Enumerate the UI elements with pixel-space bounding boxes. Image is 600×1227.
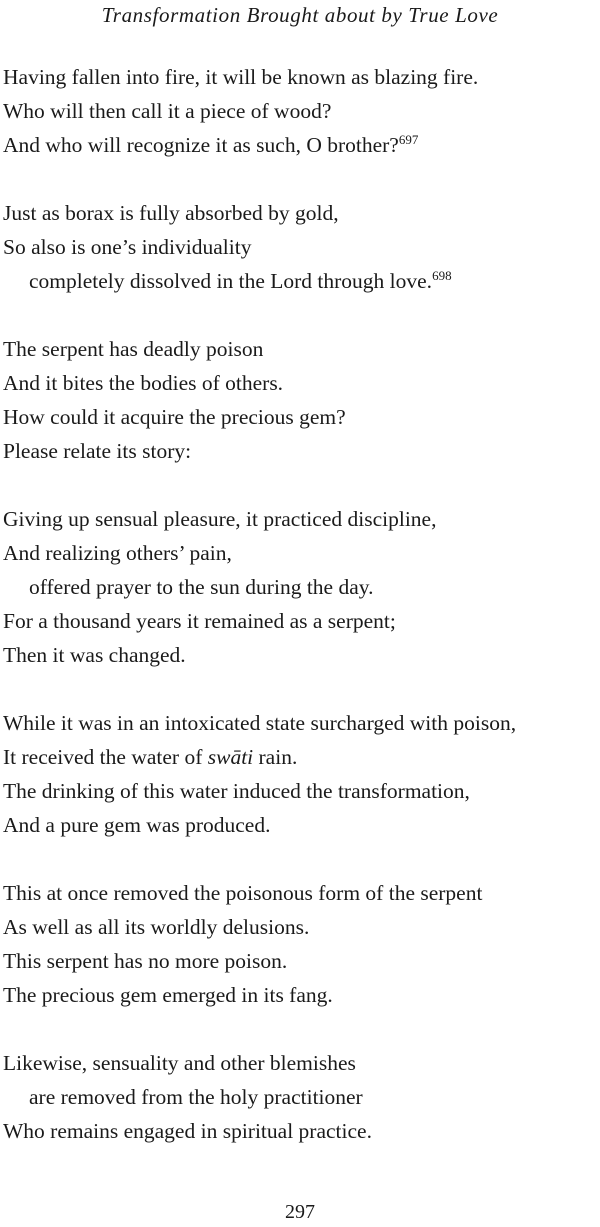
page-number: 297: [285, 1201, 315, 1223]
footnote-marker: 697: [398, 132, 419, 147]
stanza: [3, 876, 600, 1012]
line-text: While it was in an intoxicated state surcharged with poison,: [3, 711, 517, 735]
line-text: For a thousand years it remained as a serpent;: [3, 609, 396, 633]
line-text: are removed from the holy practitioner: [29, 1085, 363, 1109]
poem-line: [3, 910, 600, 944]
stanza: [3, 196, 600, 298]
running-header: Transformation Brought about by True Love: [101, 3, 499, 27]
line-text: This serpent has no more poison.: [3, 949, 288, 973]
poem-line: [3, 978, 600, 1012]
line-text: Who will then call it a piece of wood?: [3, 99, 332, 123]
poem-line: [3, 1080, 600, 1114]
poem-line: [3, 876, 600, 910]
poem-line: [3, 774, 600, 808]
poem-line: [3, 366, 600, 400]
line-text: Just as borax is fully absorbed by gold,: [3, 201, 339, 225]
poem-body: [3, 60, 600, 1182]
poem-line: [3, 60, 600, 94]
line-text: So also is one’s individuality: [3, 235, 252, 259]
poem-line: [3, 1114, 600, 1148]
line-text: offered prayer to the sun during the day.: [29, 575, 374, 599]
poem-line: [3, 128, 600, 162]
poem-line: [3, 196, 600, 230]
poem-line: [3, 1046, 600, 1080]
stanza: [3, 706, 600, 842]
poem-line: [3, 502, 600, 536]
stanza: [3, 502, 600, 672]
line-text: The drinking of this water induced the transformation,: [3, 779, 470, 803]
line-text: This at once removed the poisonous form of the serpent: [3, 881, 483, 905]
line-text: Then it was changed.: [3, 643, 186, 667]
line-text: completely dissolved in the Lord through love.: [29, 269, 433, 293]
line-text: The precious gem emerged in its fang.: [3, 983, 333, 1007]
poem-line: [3, 400, 600, 434]
poem-line: [3, 808, 600, 842]
poem-line: [3, 944, 600, 978]
italic-term: swāti: [207, 745, 254, 769]
poem-line: [3, 706, 600, 740]
line-text: And a pure gem was produced.: [3, 813, 271, 837]
line-text: The serpent has deadly poison: [3, 337, 264, 361]
poem-line: [3, 434, 600, 468]
line-text: As well as all its worldly delusions.: [3, 915, 310, 939]
line-text: Who remains engaged in spiritual practice.: [3, 1119, 372, 1143]
line-text: How could it acquire the precious gem?: [3, 405, 346, 429]
poem-line: [3, 536, 600, 570]
poem-line: [3, 604, 600, 638]
line-text: It received the water of: [3, 745, 208, 769]
poem-line: [3, 332, 600, 366]
line-text: And it bites the bodies of others.: [3, 371, 284, 395]
poem-line: [3, 740, 600, 774]
line-text: Likewise, sensuality and other blemishes: [3, 1051, 356, 1075]
stanza: [3, 332, 600, 468]
line-text: And realizing others’ pain,: [3, 541, 232, 565]
line-text: And who will recognize it as such, O brother?: [3, 133, 399, 157]
poem-line: [3, 230, 600, 264]
line-text-continued: rain.: [253, 745, 298, 769]
line-text: Giving up sensual pleasure, it practiced discipline,: [3, 507, 437, 531]
stanza: [3, 1046, 600, 1148]
line-text: Please relate its story:: [3, 439, 192, 463]
footnote-marker: 698: [432, 268, 452, 283]
line-text: Having fallen into fire, it will be known as blazing fire.: [3, 65, 479, 89]
stanza: [3, 60, 600, 162]
poem-line: [3, 94, 600, 128]
poem-line: [3, 570, 600, 604]
poem-line: [3, 638, 600, 672]
poem-line: [3, 264, 600, 298]
